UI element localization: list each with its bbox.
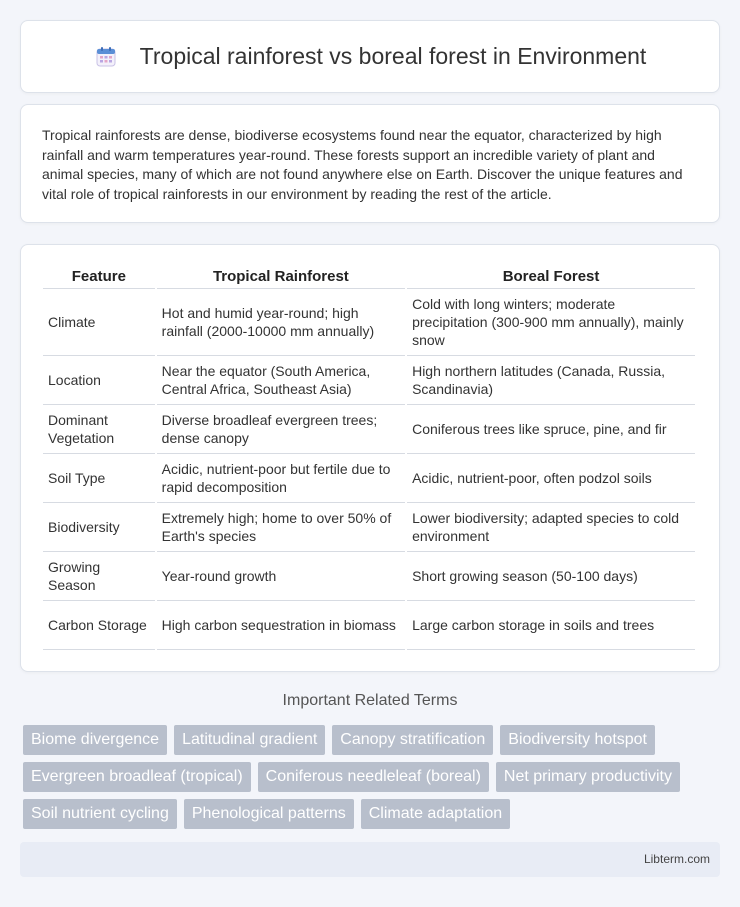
related-terms-title: Important Related Terms [282, 692, 458, 709]
row-feature: Biodiversity [43, 503, 155, 552]
row-boreal: Short growing season (50-100 days) [407, 552, 695, 601]
row-boreal: Acidic, nutrient-poor, often podzol soils [407, 454, 695, 503]
term-tag[interactable]: Biodiversity hotspot [500, 725, 655, 755]
row-tropical: Diverse broadleaf evergreen trees; dense canopy [157, 405, 405, 454]
intro-card [20, 104, 720, 223]
row-feature: Location [43, 356, 155, 405]
term-tag[interactable]: Coniferous needleleaf (boreal) [258, 762, 489, 792]
footer [20, 842, 720, 877]
row-tropical: Hot and humid year-round; high rainfall (2000-10000 mm annually) [157, 289, 405, 356]
calendar-icon [94, 45, 118, 69]
row-feature: Soil Type [43, 454, 155, 503]
row-feature: Climate [43, 289, 155, 356]
row-boreal: Lower biodiversity; adapted species to cold environment [407, 503, 695, 552]
table-header-row [43, 265, 695, 289]
term-tag[interactable]: Net primary productivity [496, 762, 680, 792]
table-row [43, 454, 695, 503]
related-terms-list [23, 725, 723, 829]
header-tropical: Tropical Rainforest [157, 265, 405, 289]
row-feature: Carbon Storage [43, 601, 155, 650]
table-row [43, 552, 695, 601]
row-tropical: Near the equator (South America, Central Africa, Southeast Asia) [157, 356, 405, 405]
term-tag[interactable]: Soil nutrient cycling [23, 799, 177, 829]
header-card [20, 20, 720, 93]
comparison-table-card [20, 244, 720, 672]
term-tag[interactable]: Climate adaptation [361, 799, 510, 829]
term-tag[interactable]: Latitudinal gradient [174, 725, 325, 755]
row-boreal: Cold with long winters; moderate precipitation (300-900 mm annually), mainly snow [407, 289, 695, 356]
intro-paragraph: Tropical rainforests are dense, biodiverse ecosystems found near the equator, characterized by high rainfall and warm temperatures year-round. These forests support an incredible variety of plant and animal species, many of which are not found anywhere else on Earth. Discover the unique features and vital role of tropical rainforests in our environment by reading the rest of the article. [42, 127, 683, 202]
row-tropical: Year-round growth [157, 552, 405, 601]
page-title: Tropical rainforest vs boreal forest in Environment [139, 43, 647, 69]
header-boreal: Boreal Forest [407, 265, 695, 289]
table-row [43, 289, 695, 356]
table-row [43, 503, 695, 552]
term-tag[interactable]: Phenological patterns [184, 799, 354, 829]
term-tag[interactable]: Canopy stratification [332, 725, 493, 755]
header-feature: Feature [43, 265, 155, 289]
row-tropical: High carbon sequestration in biomass [157, 601, 405, 650]
table-row [43, 601, 695, 650]
row-tropical: Acidic, nutrient-poor but fertile due to rapid decomposition [157, 454, 405, 503]
row-boreal: Large carbon storage in soils and trees [407, 601, 695, 650]
row-boreal: High northern latitudes (Canada, Russia, Scandinavia) [407, 356, 695, 405]
row-tropical: Extremely high; home to over 50% of Earth's species [157, 503, 405, 552]
table-row [43, 405, 695, 454]
term-tag[interactable]: Evergreen broadleaf (tropical) [23, 762, 251, 792]
row-feature: Dominant Vegetation [43, 405, 155, 454]
footer-site-link[interactable]: Libterm.com [643, 852, 710, 866]
row-boreal: Coniferous trees like spruce, pine, and fir [407, 405, 695, 454]
row-feature: Growing Season [43, 552, 155, 601]
table-row [43, 356, 695, 405]
term-tag[interactable]: Biome divergence [23, 725, 167, 755]
comparison-table [41, 265, 697, 650]
